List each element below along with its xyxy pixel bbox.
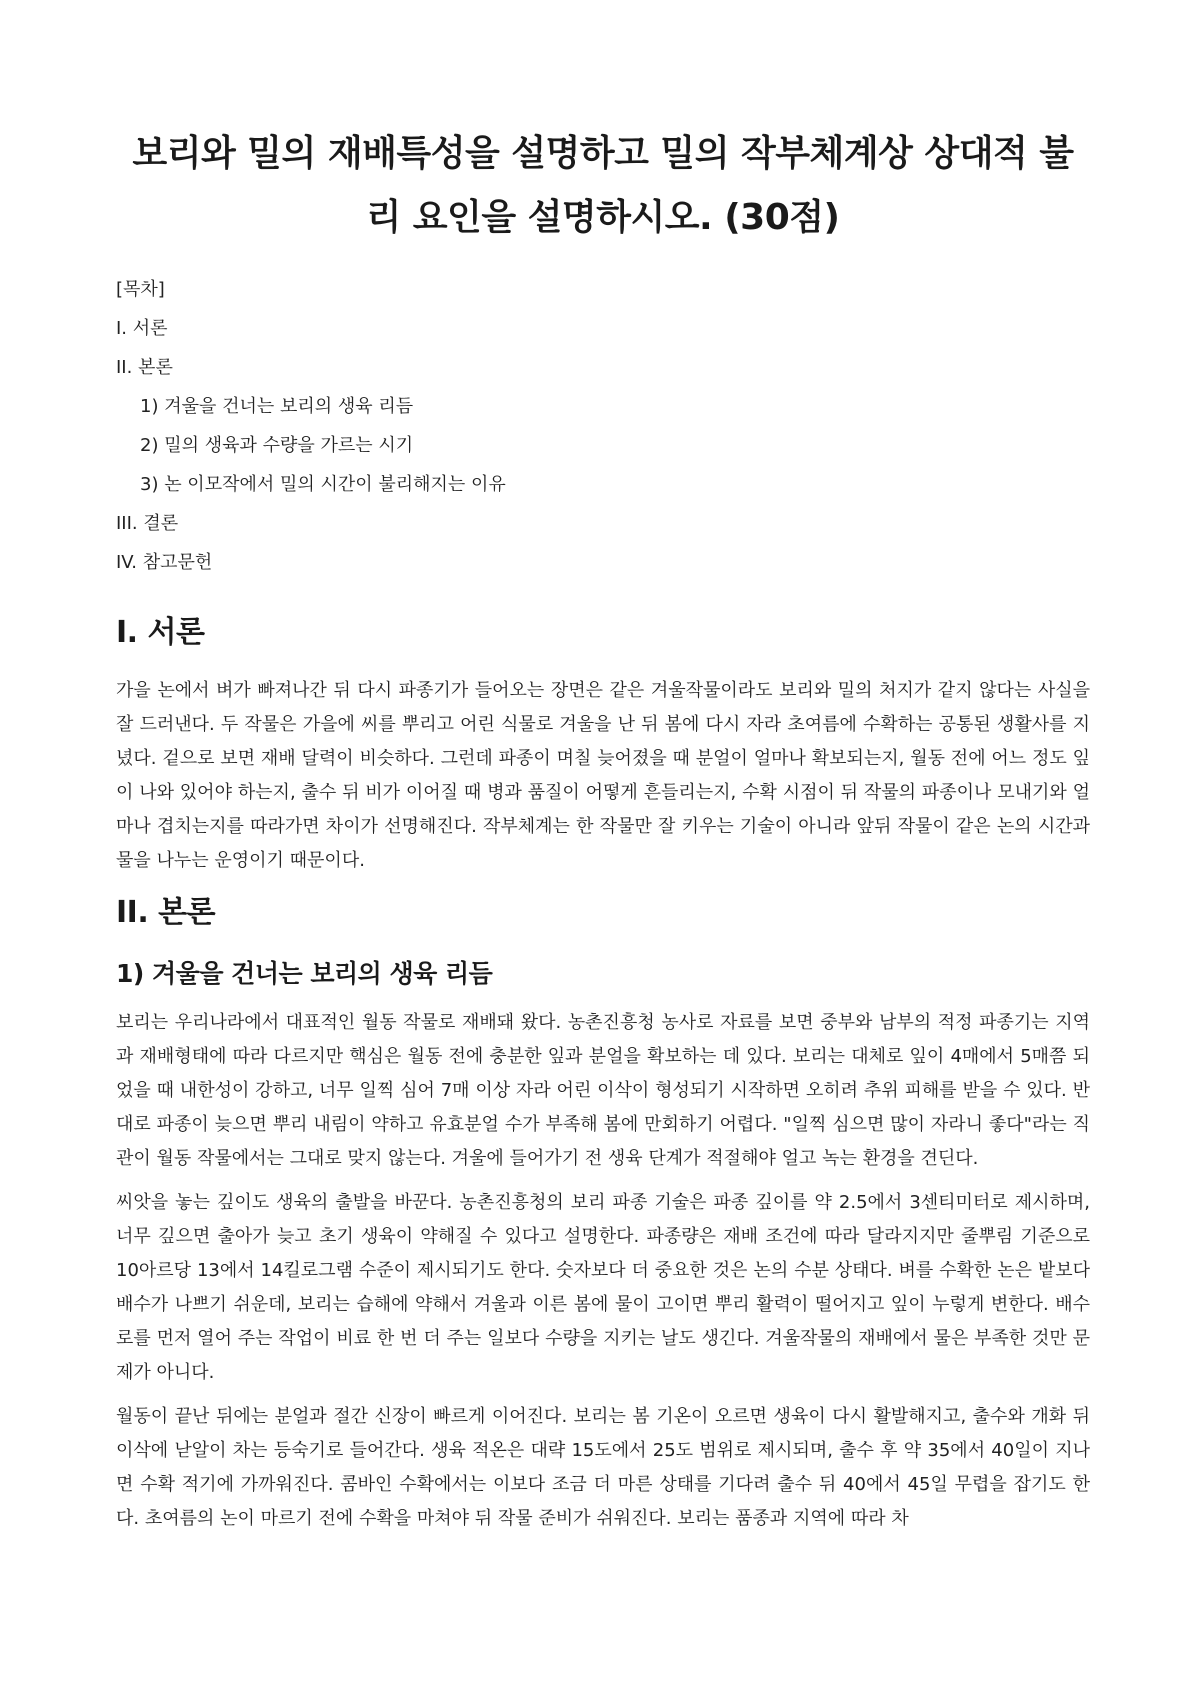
- body-paragraph: 보리는 우리나라에서 대표적인 월동 작물로 재배돼 왔다. 농촌진흥청 농사로 자료를 보면 중부와 남부의 적정 파종기는 지역과 재배형태에 따라 다르지만 핵심은 월동 전에 충분한 잎과 분얼을 확보하는 데 있다. 보리는 대체로 잎이 4매에서 5매쯤 되었을 때 내한성이 강하고, 너무 일찍 심어 7매 이상 자라 어린 이삭이 형성되기 시작하면 오히려 추위 피해를 받을 수 있다. 반대로 파종이 늦으면 뿌리 내림이 약하고 유효분얼 수가 부족해 봄에 만회하기 어렵다. "일찍 심으면 많이 자라니 좋다"라는 직관이 월동 작물에서는 그대로 맞지 않는다. 겨울에 들어가기 전 생육 단계가 적절해야 얼고 녹는 환경을 견딘다.: [116, 1012, 1090, 1169]
- intro-heading: I. 서론: [116, 615, 205, 650]
- body-paragraph: 씨앗을 놓는 깊이도 생육의 출발을 바꾼다. 농촌진흥청의 보리 파종 기술은 파종 깊이를 약 2.5에서 3센티미터로 제시하며, 너무 깊으면 출아가 늦고 초기 생육이 약해질 수 있다고 설명한다. 파종량은 재배 조건에 따라 달라지지만 줄뿌림 기준으로 10아르당 13에서 14킬로그램 수준이 제시되기도 한다. 숫자보다 더 중요한 것은 논의 수분 상태다. 벼를 수확한 논은 밭보다 배수가 나쁘기 쉬운데, 보리는 습해에 약해서 겨울과 이른 봄에 물이 고이면 뿌리 활력이 떨어지고 잎이 누렇게 변한다. 배수로를 먼저 열어 주는 작업이 비료 한 번 더 주는 일보다 수량을 지키는 날도 생긴다. 겨울작물의 재배에서 물은 부족한 것만 문제가 아니다.: [116, 1192, 1090, 1383]
- toc-item: I. 서론: [116, 318, 168, 339]
- body-paragraph: 월동이 끝난 뒤에는 분얼과 절간 신장이 빠르게 이어진다. 보리는 봄 기온이 오르면 생육이 다시 활발해지고, 출수와 개화 뒤 이삭에 낟알이 차는 등숙기로 들어간다. 생육 적온은 대략 15도에서 25도 범위로 제시되며, 출수 후 약 35에서 40일이 지나면 수확 적기에 가까워진다. 콤바인 수확에서는 이보다 조금 더 마른 상태를 기다려 출수 뒤 40에서 45일 무렵을 잡기도 한다. 초여름의 논이 마르기 전에 수확을 마쳐야 뒤 작물 준비가 쉬워진다. 보리는 품종과 지역에 따라 차: [116, 1406, 1090, 1529]
- toc-item: II. 본론: [116, 357, 173, 378]
- toc-item: 3) 논 이모작에서 밀의 시간이 불리해지는 이유: [140, 474, 506, 495]
- subsection-heading: 1) 겨울을 건너는 보리의 생육 리듬: [116, 959, 493, 988]
- document-title: 보리와 밀의 재배특성을 설명하고 밀의 작부체계상 상대적 불리 요인을 설명하시오. (30점): [132, 133, 1074, 238]
- toc-item: IV. 참고문헌: [116, 552, 213, 573]
- toc-item: III. 결론: [116, 513, 179, 534]
- toc-item: [목차]: [116, 279, 165, 300]
- intro-paragraph: 가을 논에서 벼가 빠져나간 뒤 다시 파종기가 들어오는 장면은 같은 겨울작물이라도 보리와 밀의 처지가 같지 않다는 사실을 잘 드러낸다. 두 작물은 가을에 씨를 뿌리고 어린 식물로 겨울을 난 뒤 봄에 다시 자라 초여름에 수확하는 공통된 생활사를 지녔다. 겉으로 보면 재배 달력이 비슷하다. 그런데 파종이 며칠 늦어졌을 때 분얼이 얼마나 확보되는지, 월동 전에 어느 정도 잎이 나와 있어야 하는지, 출수 뒤 비가 이어질 때 병과 품질이 어떻게 흔들리는지, 수확 시점이 뒤 작물의 파종이나 모내기와 얼마나 겹치는지를 따라가면 차이가 선명해진다. 작부체계는 한 작물만 잘 키우는 기술이 아니라 앞뒤 작물이 같은 논의 시간과 물을 나누는 운영이기 때문이다.: [116, 680, 1090, 871]
- body-section: [116, 890, 1090, 1536]
- intro-section: [116, 610, 1090, 878]
- body-heading: II. 본론: [116, 895, 216, 930]
- table-of-contents: [116, 270, 1090, 582]
- toc-item: 1) 겨울을 건너는 보리의 생육 리듬: [140, 396, 414, 417]
- toc-item: 2) 밀의 생육과 수량을 가르는 시기: [140, 435, 414, 456]
